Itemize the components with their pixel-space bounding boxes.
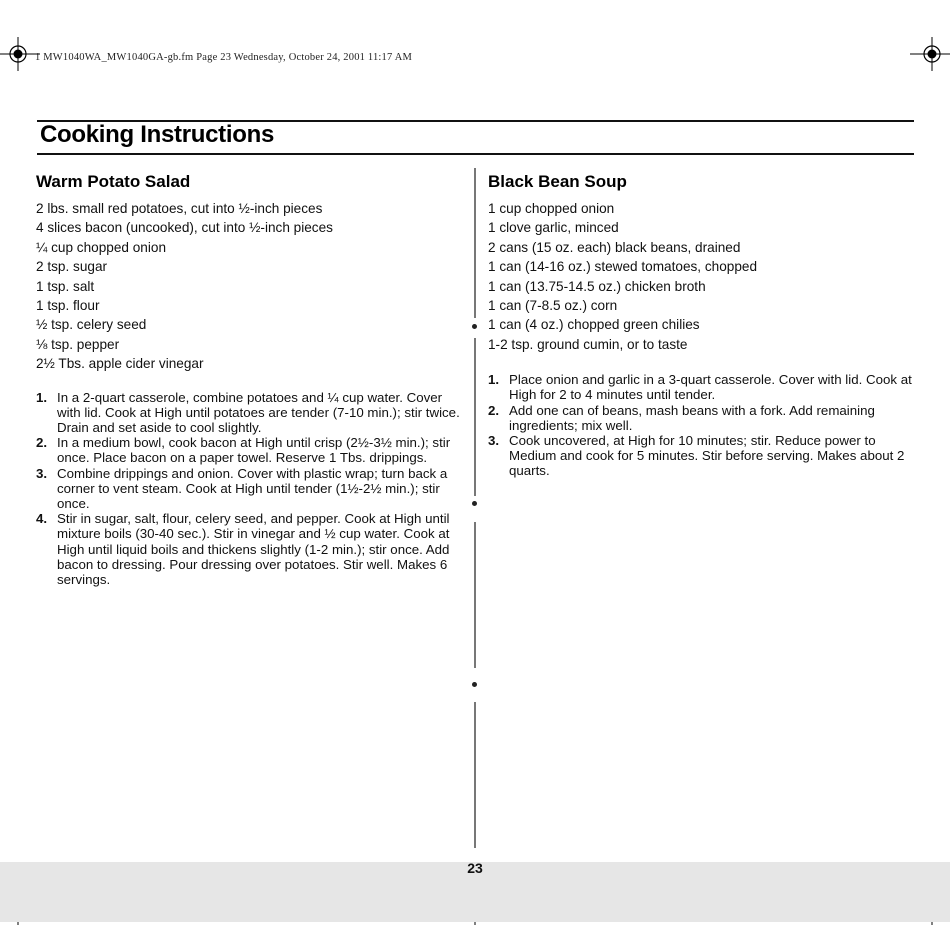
ingredient-item: 1 cup chopped onion	[488, 201, 615, 216]
step-number: 2.	[36, 435, 48, 451]
step-number: 2.	[488, 402, 500, 418]
step-item	[36, 435, 466, 465]
step-number: 4.	[36, 511, 48, 527]
ingredient-item: ½ tsp. celery seed	[36, 317, 147, 333]
step-text: Add one can of beans, mash beans with a fork. Add remaining ingredients; mix well.	[509, 402, 875, 433]
ingredient-item: 1 tsp. salt	[36, 278, 95, 294]
ingredient-item: 1 tsp. flour	[36, 298, 100, 314]
ingredient-list	[488, 199, 918, 354]
step-text: Cook uncovered, at High for 10 minutes; stir. Reduce power to Medium and cook for 5 minutes. Stir before serving. Makes about 2 quarts.	[509, 433, 905, 479]
ingredient-item: 1 can (7-8.5 oz.) corn	[488, 298, 618, 314]
step-number: 3.	[488, 433, 500, 449]
page-number: 23	[467, 860, 483, 876]
step-number: 1.	[488, 372, 500, 388]
file-info-header: 1 MW1040WA_MW1040GA-gb.fm Page 23 Wednesday, October 24, 2001 11:17 AM	[35, 52, 413, 63]
column-divider	[474, 168, 476, 318]
registration-mark-icon	[910, 37, 950, 71]
bullet-dot	[472, 682, 477, 687]
ingredient-item: 2 cans (15 oz. each) black beans, drained	[488, 239, 741, 255]
column-divider	[474, 702, 476, 848]
ingredient-item: 1 can (13.75-14.5 oz.) chicken broth	[488, 278, 706, 294]
recipe-black-bean-soup	[488, 170, 918, 479]
ingredient-list	[36, 199, 466, 374]
step-text: Place onion and garlic in a 3-quart casserole. Cover with lid. Cook at High for 2 to 4 minutes until tender.	[509, 372, 912, 403]
ingredient-item: 4 slices bacon (uncooked), cut into ½-inch pieces	[36, 220, 333, 236]
ingredient-item: 1 can (14-16 oz.) stewed tomatoes, chopped	[488, 259, 758, 275]
step-text: Stir in sugar, salt, flour, celery seed, and pepper. Cook at High until mixture boils (30-40 sec.). Stir in vinegar and ½ cup water. Cook at High until liquid boils and thickens slightly (1-2 min.); stir once. Add bacon to dressing. Pour dressing over potatoes. Stir well. Makes 6 servings.	[57, 511, 450, 588]
ingredient-item: ⅛ tsp. pepper	[36, 336, 120, 352]
title-rule-bottom	[37, 153, 914, 155]
step-text: Combine drippings and onion. Cover with plastic wrap; turn back a corner to vent steam. Cook at High until tender (1½-2½ min.); stir once.	[57, 465, 448, 512]
bullet-dot	[472, 324, 477, 329]
bullet-dot	[472, 501, 477, 506]
ingredient-item: 2 lbs. small red potatoes, cut into ½-inch pieces	[36, 201, 323, 216]
ingredient-item: 1 clove garlic, minced	[488, 220, 619, 236]
step-item	[36, 466, 466, 512]
ingredient-item: ¼ cup chopped onion	[36, 239, 167, 255]
step-number: 1.	[36, 389, 48, 405]
step-item	[488, 403, 918, 433]
step-item	[36, 511, 466, 587]
step-item	[488, 372, 918, 402]
step-list	[488, 372, 918, 478]
step-text: In a 2-quart casserole, combine potatoes and ¼ cup water. Cover with lid. Cook at High until potatoes are tender (7-10 min.); stir twice. Drain and set aside to cool slightly.	[57, 389, 460, 436]
recipe-title: Black Bean Soup	[488, 172, 627, 191]
ingredient-item: 1 can (4 oz.) chopped green chilies	[488, 317, 700, 333]
step-text: In a medium bowl, cook bacon at High until crisp (2½-3½ min.); stir once. Place bacon on a paper towel. Reserve 1 Tbs. drippings.	[57, 435, 451, 466]
step-item	[488, 433, 918, 479]
step-number: 3.	[36, 465, 48, 481]
column-divider	[474, 338, 476, 496]
ingredient-item: 2½ Tbs. apple cider vinegar	[36, 356, 204, 372]
recipe-warm-potato-salad	[36, 170, 466, 587]
ingredient-item: 2 tsp. sugar	[36, 259, 108, 275]
page-title: Cooking Instructions	[40, 121, 275, 148]
column-divider	[474, 522, 476, 668]
step-item	[36, 390, 466, 436]
registration-mark-icon	[0, 37, 40, 71]
recipe-title: Warm Potato Salad	[36, 172, 191, 191]
step-list	[36, 390, 466, 588]
ingredient-item: 1-2 tsp. ground cumin, or to taste	[488, 336, 688, 352]
